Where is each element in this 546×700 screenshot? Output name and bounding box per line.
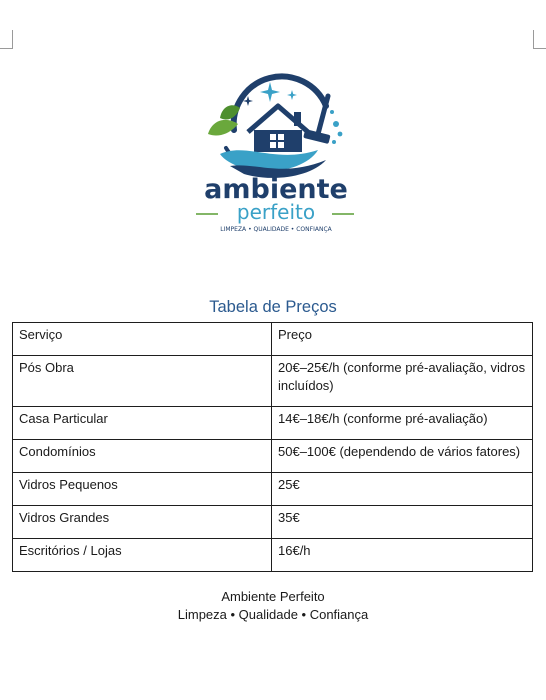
table-header-row	[13, 323, 533, 356]
footer-company-name: Ambiente Perfeito	[221, 589, 325, 604]
footer-tagline: Limpeza • Qualidade • Confiança	[177, 607, 369, 622]
table-row	[13, 407, 533, 440]
table-row	[13, 440, 533, 473]
price-cell: 14€–18€/h (conforme pré-avaliação)	[272, 407, 533, 440]
price-cell: 16€/h	[272, 539, 533, 572]
table-row	[13, 506, 533, 539]
price-cell: 25€	[272, 473, 533, 506]
leaf-icon	[208, 120, 238, 136]
header-price: Preço	[272, 323, 533, 356]
table-row	[13, 356, 533, 407]
logo-brand-sub: perfeito	[236, 200, 316, 224]
logo-tagline: LIMPEZA • QUALIDADE • CONFIANÇA	[220, 226, 332, 233]
logo-brand-word: ambiente	[204, 174, 348, 205]
table-row	[13, 473, 533, 506]
service-cell: Condomínios	[13, 440, 272, 473]
service-cell: Casa Particular	[13, 407, 272, 440]
price-cell: 20€–25€/h (conforme pré-avaliação, vidros incluídos)	[272, 356, 533, 407]
company-logo	[186, 68, 366, 238]
price-table	[12, 322, 533, 572]
crop-mark-top-right	[533, 30, 546, 49]
service-cell: Vidros Grandes	[13, 506, 272, 539]
price-cell: 50€–100€ (dependendo de vários fatores)	[272, 440, 533, 473]
crop-mark-top-left	[0, 30, 13, 49]
service-cell: Pós Obra	[13, 356, 272, 407]
header-service: Serviço	[13, 323, 272, 356]
service-cell: Escritórios / Lojas	[13, 539, 272, 572]
service-cell: Vidros Pequenos	[13, 473, 272, 506]
sparkle-icon	[260, 82, 280, 102]
price-cell: 35€	[272, 506, 533, 539]
table-title: Tabela de Preços	[209, 298, 337, 316]
table-row	[13, 539, 533, 572]
